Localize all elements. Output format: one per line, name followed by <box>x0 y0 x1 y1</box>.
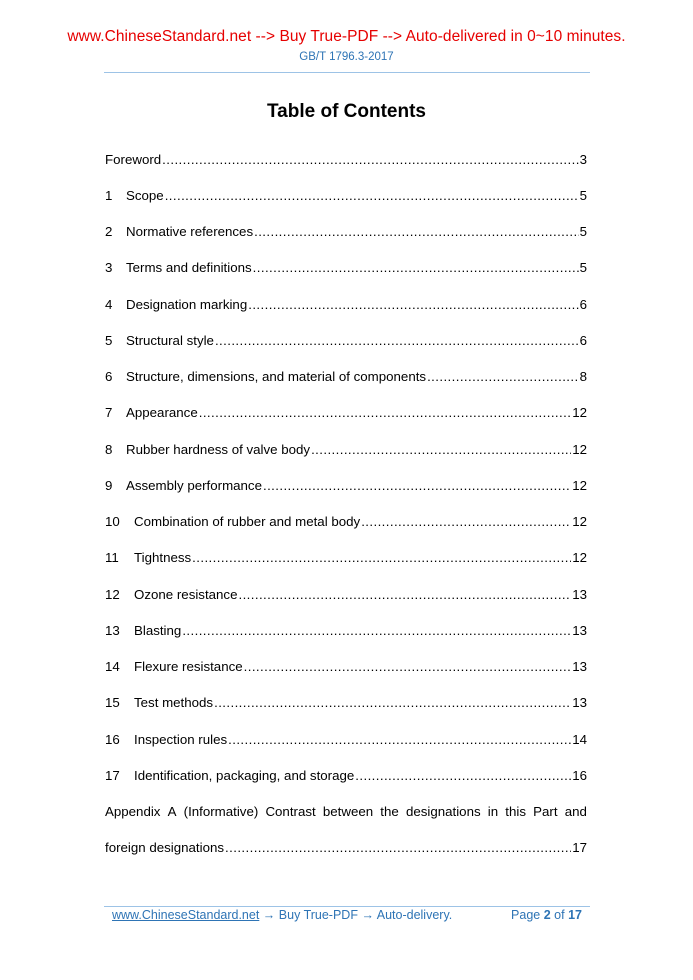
toc-entry-number: 2 <box>105 224 113 240</box>
toc-entry-page: 5 <box>579 187 587 203</box>
toc-title: Table of Contents <box>266 101 427 122</box>
appendix-word: A <box>167 804 177 820</box>
toc-entry-number: 14 <box>105 659 120 675</box>
toc-entry-number: 1 <box>105 187 113 203</box>
toc-entry-page: 6 <box>579 332 587 348</box>
toc-list <box>105 141 587 866</box>
toc-leader-dots <box>215 333 579 348</box>
toc-leader-dots <box>199 405 571 420</box>
toc-entry-page: 14 <box>572 731 587 747</box>
toc-entry-12[interactable] <box>105 576 587 612</box>
toc-entry-page: 12 <box>572 441 587 457</box>
toc-entry-number: 4 <box>105 296 113 312</box>
of-label: of <box>554 908 565 922</box>
toc-leader-dots <box>244 659 572 674</box>
toc-entry-2[interactable] <box>105 214 587 250</box>
appendix-title-line <box>105 794 587 830</box>
toc-entry-label: Structural style <box>126 332 214 348</box>
toc-leader-dots <box>427 369 579 384</box>
toc-entry-label: Ozone resistance <box>134 586 238 602</box>
toc-leader-dots <box>192 550 571 565</box>
toc-entry-number: 15 <box>105 695 120 711</box>
toc-entry-6[interactable] <box>105 359 587 395</box>
toc-entry-number: 3 <box>105 260 113 276</box>
appendix-word: Contrast <box>265 804 316 820</box>
toc-entry-page: 13 <box>572 695 587 711</box>
toc-entry-page: 12 <box>572 405 587 421</box>
toc-entry-label: Designation marking <box>126 296 248 312</box>
toc-entry-label: Appearance <box>126 405 198 421</box>
footer-divider <box>104 906 590 907</box>
toc-entry-1[interactable] <box>105 177 587 213</box>
toc-entry-label: Terms and definitions <box>126 260 252 276</box>
toc-entry-number: 10 <box>105 514 120 530</box>
toc-entry-number: 16 <box>105 731 120 747</box>
toc-entry-page: 12 <box>572 477 587 493</box>
page-number <box>511 908 582 922</box>
toc-entry-number: 17 <box>105 767 120 783</box>
header-divider <box>104 72 590 73</box>
toc-entry-label: Structure, dimensions, and material of components <box>126 369 427 385</box>
toc-entry-page: 17 <box>572 840 587 856</box>
toc-entry-page: 5 <box>579 260 587 276</box>
toc-entry-page: 16 <box>572 767 587 783</box>
toc-leader-dots <box>254 224 578 239</box>
appendix-word: Appendix <box>105 804 161 820</box>
toc-leader-dots <box>182 623 571 638</box>
promo-banner[interactable]: www.ChineseStandard.net --> Buy True-PDF --> Auto-delivered in 0~10 minutes. <box>67 28 626 45</box>
toc-entry-number: 11 <box>105 550 119 566</box>
toc-entry-page: 5 <box>579 224 587 240</box>
toc-entry-page: 13 <box>572 622 587 638</box>
toc-leader-dots <box>214 695 571 710</box>
footer-delivery-text: Auto-delivery. <box>376 908 453 922</box>
toc-entry-label: Flexure resistance <box>134 659 243 675</box>
toc-entry-4[interactable] <box>105 286 587 322</box>
footer-site-link[interactable]: www.ChineseStandard.net <box>112 908 260 922</box>
toc-entry-page: 13 <box>572 586 587 602</box>
toc-entry-11[interactable] <box>105 540 587 576</box>
toc-entry-label: Blasting <box>134 622 182 638</box>
toc-entry-label: Rubber hardness of valve body <box>126 441 311 457</box>
page-footer <box>112 908 582 924</box>
appendix-word: and <box>564 804 587 820</box>
toc-entry-page: 8 <box>579 369 587 385</box>
toc-leader-dots <box>162 152 578 167</box>
appendix-word: the <box>380 804 399 820</box>
toc-entry-number: 13 <box>105 622 120 638</box>
toc-leader-dots <box>263 478 571 493</box>
toc-entry-appendix-a[interactable] <box>105 794 587 867</box>
toc-entry-number: 8 <box>105 441 113 457</box>
appendix-word: this <box>505 804 526 820</box>
toc-entry-10[interactable] <box>105 504 587 540</box>
page-current: 2 <box>543 908 551 922</box>
arrow-right-icon: → <box>262 908 276 922</box>
toc-entry-page: 13 <box>572 659 587 675</box>
toc-entry-label: Test methods <box>134 695 214 711</box>
toc-entry-number: 9 <box>105 477 113 493</box>
toc-entry-7[interactable] <box>105 395 587 431</box>
toc-entry-page: 12 <box>572 550 587 566</box>
toc-entry-label: Normative references <box>126 224 254 240</box>
toc-leader-dots <box>228 732 571 747</box>
toc-leader-dots <box>355 768 571 783</box>
appendix-continuation-line <box>105 830 587 866</box>
toc-entry-number: 6 <box>105 369 113 385</box>
arrow-right-icon: → <box>361 908 374 922</box>
toc-leader-dots <box>253 260 579 275</box>
toc-entry-17[interactable] <box>105 757 587 793</box>
toc-entry-number: 5 <box>105 332 113 348</box>
toc-entry-8[interactable] <box>105 431 587 467</box>
toc-entry-13[interactable] <box>105 612 587 648</box>
appendix-word: in <box>487 804 499 820</box>
toc-entry-5[interactable] <box>105 322 587 358</box>
toc-leader-dots <box>225 840 571 855</box>
toc-entry-label: Tightness <box>134 550 192 566</box>
toc-entry-label: Assembly performance <box>126 477 262 493</box>
footer-buy-text: Buy True-PDF <box>278 908 358 922</box>
toc-leader-dots <box>165 188 579 203</box>
toc-entry-foreword[interactable] <box>105 141 587 177</box>
appendix-word: designations <box>405 804 481 820</box>
toc-entry-14[interactable] <box>105 649 587 685</box>
toc-entry-9[interactable] <box>105 467 587 503</box>
toc-entry-label: Identification, packaging, and storage <box>134 767 355 783</box>
toc-entry-number: 7 <box>105 405 113 421</box>
appendix-word: (Informative) <box>183 804 259 820</box>
appendix-word: Part <box>533 804 558 820</box>
appendix-word: between <box>322 804 374 820</box>
toc-entry-label: Combination of rubber and metal body <box>134 514 361 530</box>
toc-entry-page: 6 <box>579 296 587 312</box>
toc-entry-15[interactable] <box>105 685 587 721</box>
page-label: Page <box>511 908 541 922</box>
page-total: 17 <box>568 908 582 922</box>
toc-leader-dots <box>238 587 571 602</box>
toc-entry-label: Inspection rules <box>134 731 228 747</box>
toc-entry-16[interactable] <box>105 721 587 757</box>
standard-code: GB/T 1796.3-2017 <box>299 51 394 63</box>
toc-entry-number: 12 <box>105 586 120 602</box>
toc-entry-label: Foreword <box>105 151 162 167</box>
toc-leader-dots <box>311 442 571 457</box>
toc-entry-3[interactable] <box>105 250 587 286</box>
toc-entry-label: Scope <box>126 187 164 203</box>
toc-leader-dots <box>248 297 578 312</box>
toc-leader-dots <box>361 514 571 529</box>
toc-entry-page: 3 <box>579 151 587 167</box>
toc-entry-label: foreign designations <box>105 840 225 856</box>
toc-entry-page: 12 <box>572 514 587 530</box>
